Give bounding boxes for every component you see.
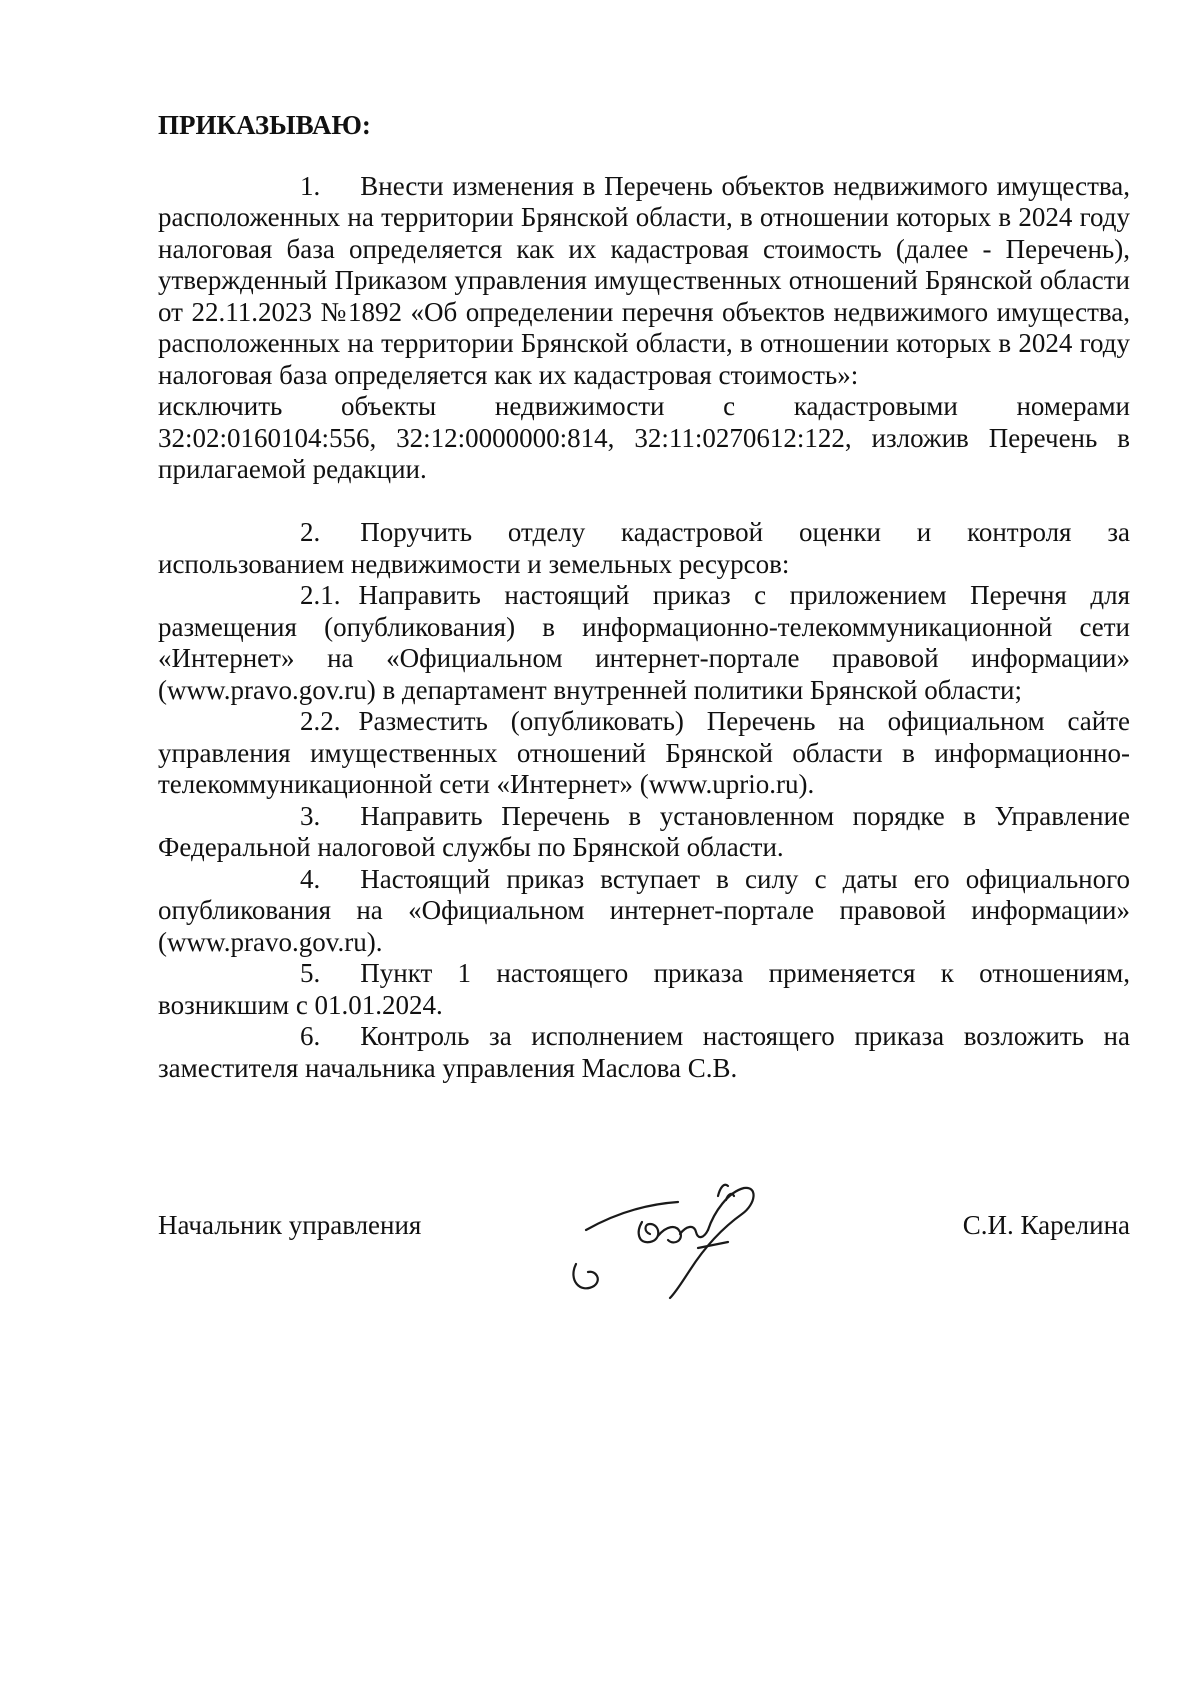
item-2-2-text: Разместить (опубликовать) Перечень на официальном сайте управления имущественных отношений Брянской области в информационно-телекоммуникационной сети «Интернет» (www.uprio.ru). <box>158 706 1130 799</box>
item-1 <box>158 171 1130 392</box>
item-2-text: Поручить отделу кадастровой оценки и контроля за использованием недвижимости и земельных ресурсов: <box>158 517 1130 579</box>
item-6-text: Контроль за исполнением настоящего приказа возложить на заместителя начальника управления Маслова С.В. <box>158 1021 1130 1083</box>
item-2-1 <box>158 580 1130 706</box>
item-6 <box>158 1021 1130 1084</box>
item-2-1-text: Направить настоящий приказ с приложением Перечня для размещения (опубликования) в информационно-телекоммуникационной сети «Интернет» на «Официальном интернет-портале правовой информации» (www.pravo.gov.ru) в департамент внутренней политики Брянской области; <box>158 580 1130 705</box>
item-5 <box>158 958 1130 1021</box>
item-2-number: 2. <box>300 517 321 547</box>
order-heading: ПРИКАЗЫВАЮ: <box>158 110 371 140</box>
item-5-number: 5. <box>300 958 321 988</box>
item-4 <box>158 864 1130 959</box>
item-2-2 <box>158 706 1130 801</box>
signatory-name: С.И. Карелина <box>962 1210 1130 1240</box>
item-3 <box>158 801 1130 864</box>
item-6-number: 6. <box>300 1021 321 1051</box>
item-3-text: Направить Перечень в установленном порядке в Управление Федеральной налоговой службы по Брянской области. <box>158 800 1130 862</box>
item-3-number: 3. <box>300 800 321 831</box>
item-1-continuation-line: исключить объекты недвижимости с кадастровыми номерами <box>158 391 1130 421</box>
item-5-text: Пункт 1 настоящего приказа применяется к отношениям, возникшим с 01.01.2024. <box>158 958 1130 1020</box>
paragraph-gap <box>158 486 1130 518</box>
handwritten-signature <box>558 1152 788 1322</box>
signature-block <box>158 1190 1130 1330</box>
item-1-number: 1. <box>300 170 321 201</box>
item-2-1-number: 2.1. <box>300 580 341 610</box>
item-1-continuation-rest: 32:02:0160104:556, 32:12:0000000:814, 32:11:0270612:122, изложив Перечень в прилагаемой редакции. <box>158 422 1130 484</box>
document-body <box>158 100 1130 1084</box>
item-4-text: Настоящий приказ вступает в силу с даты его официального опубликования на «Официальном интернет-портале правовой информации» (www.pravo.gov.ru). <box>158 863 1130 957</box>
signatory-title: Начальник управления <box>158 1210 422 1240</box>
item-4-number: 4. <box>300 863 321 894</box>
item-2-2-number: 2.2. <box>300 706 341 736</box>
item-1-text: Внести изменения в Перечень объектов недвижимого имущества, расположенных на территории Брянской области, в отношении которых в 2024 году налоговая база определяется как их кадастровая стоимость (далее - Перечень), утвержденный Приказом управления имущественных отношений Брянской области от 22.11.2023 №1892 «Об определении перечня объектов недвижимого имущества, расположенных на территории Брянской области, в отношении которых в 2024 году налоговая база определяется как их кадастровая стоимость»: <box>158 170 1130 390</box>
item-2 <box>158 517 1130 580</box>
